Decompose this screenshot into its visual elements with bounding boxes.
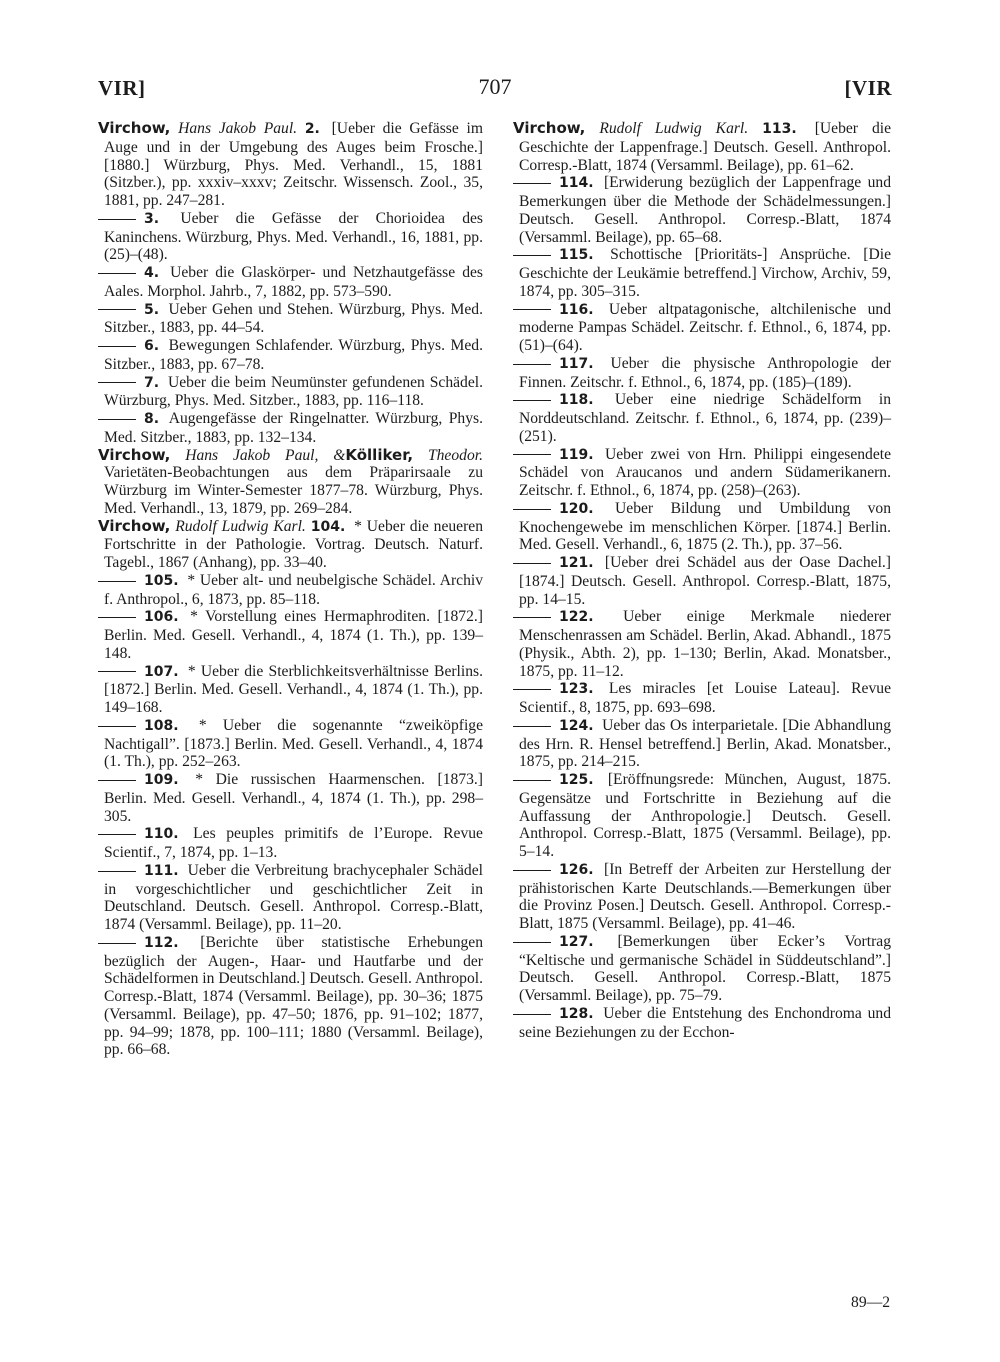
bibliography-entry: [98, 410, 483, 447]
bibliography-entry: [98, 825, 483, 862]
entry-number: 5.: [144, 301, 160, 318]
repeat-author-dash: [98, 273, 136, 274]
repeat-author-dash: [513, 1014, 551, 1015]
bibliography-entry: [98, 337, 483, 374]
bibliography-entry: [513, 120, 891, 174]
bibliography-entry: [513, 301, 891, 355]
entry-text: Ueber die Glaskörper- und Netzhautgefässe des Aales. Morphol. Jahrb., 7, 1882, pp. 573–590.: [104, 264, 483, 300]
repeat-author-dash: [98, 871, 136, 872]
author-surname: Virchow,: [513, 119, 586, 137]
entry-text: Ueber die Gefässe der Chorioidea des Kaninchens. Würzburg, Phys. Med. Verhandl., 16, 1881, pp. (25)–(48).: [104, 209, 483, 264]
entry-text: Varietäten-Beobachtungen aus dem Präparirsaale zu Würzburg im Winter-Semester 1877–78. Würzburg, Phys. Med. Verhandl., 13, 1879, pp. 269–284.: [104, 464, 483, 517]
entry-text: * Ueber alt- und neubelgische Schädel. Archiv f. Anthropol., 6, 1873, pp. 85–118.: [104, 571, 483, 608]
entry-number: 119.: [559, 446, 594, 463]
bibliography-entry: [513, 446, 891, 500]
bibliography-entry: [513, 355, 891, 392]
entry-text: * Ueber die sogenannte “zweiköpfige Nachtigall”. [1873.] Berlin. Med. Gesell. Verhandl., 4, 1874 (1. Th.), pp. 252–263.: [104, 716, 483, 771]
author-surname: Virchow,: [98, 516, 171, 535]
repeat-author-dash: [98, 617, 136, 618]
bibliography-entry: [98, 663, 483, 717]
repeat-author-dash: [98, 834, 136, 835]
repeat-author-dash: [513, 255, 551, 256]
entry-text: Ueber das Os interparietale. [Die Abhandlung des Hrn. R. Hensel betreffend.] Berlin, Akad. Monatsber., 1875, pp. 214–215.: [519, 716, 891, 771]
entry-text: Les miracles [et Louise Lateau]. Revue Scientif., 8, 1875, pp. 693–698.: [519, 680, 891, 716]
entry-number: 106.: [144, 609, 179, 626]
repeat-author-dash: [513, 309, 551, 310]
entry-number: 109.: [144, 772, 179, 788]
entry-number: 110.: [144, 826, 179, 843]
bibliography-entry: [513, 933, 891, 1005]
running-head-left: VIR]: [98, 76, 146, 100]
bibliography-entry: [98, 301, 483, 338]
entry-text: Ueber Bildung und Umbildung von Knochengewebe im menschlichen Körper. [1874.] Berlin. Med. Gesell. Verhandl., 6, 1875 (2. Th.), pp. 37–56.: [519, 499, 892, 554]
coauthor-given-names: Theodor.: [427, 446, 483, 464]
repeat-author-dash: [98, 346, 136, 347]
entry-text: [Eröffnungsrede: München, August, 1875. Gegensätze und Fortschritte in Beziehung auf die Auffassung der Anthropologie.] Deutsch. Gesell. Anthropol. Corresp.-Blatt, 1875 (Versamml. Beilage), pp. 5–14.: [519, 771, 891, 860]
author-given-names: Hans Jakob Paul.: [178, 120, 298, 137]
entry-number: 123.: [559, 681, 594, 698]
repeat-author-dash: [98, 780, 136, 781]
entry-number: 116.: [559, 301, 594, 318]
entry-number: 122.: [559, 609, 594, 626]
entry-number: 7.: [144, 374, 160, 391]
bibliography-entry: [98, 210, 483, 264]
repeat-author-dash: [513, 780, 551, 781]
author-surname: Virchow,: [98, 119, 171, 137]
entry-text: Augengefässe der Ringelnatter. Würzburg, Phys. Med. Sitzber., 1883, pp. 132–134.: [104, 410, 483, 446]
coauthor-surname: Kölliker,: [345, 445, 414, 464]
entry-text: Bewegungen Schlafender. Würzburg, Phys. Med. Sitzber., 1883, pp. 67–78.: [104, 337, 483, 373]
entry-text: Ueber einige Merkmale niederer Menschenrassen am Schädel. Berlin, Akad. Abhandl., 1875 (Physik., Abth. 2), pp. 1–130; Berlin, Akad. Monatsber., 1875, pp. 11–12.: [519, 608, 891, 680]
entry-number: 114.: [559, 175, 594, 192]
entry-text: [Berichte über statistische Erhebungen bezüglich der Augen-, Haar- und Hautfarbe und der Schädelformen in Deutschland.] Deutsch. Gesell. Anthropol. Corresp.-Blatt, 1874 (Versamml. Beilage), pp. 30–36; 1875 (Versamml. Beilage), pp. 47–50; 1876, pp. 91–102; 1877, pp. 94–99; 1878, pp. 100–111; 1880 (Versamml. Beilage), pp. 66–68.: [104, 933, 484, 1059]
entry-number: 128.: [559, 1005, 594, 1022]
bibliography-entry: [98, 934, 483, 1059]
signature-mark: 89—2: [851, 1294, 890, 1311]
bibliography-entry: [513, 500, 891, 554]
entry-text: Ueber die physische Anthropologie der Finnen. Zeitschr. f. Ethnol., 6, 1874, pp. (185)–(189).: [519, 354, 891, 391]
entry-number: 6.: [144, 338, 160, 354]
repeat-author-dash: [513, 563, 551, 564]
bibliography-entry: [98, 264, 483, 301]
entry-number: 3.: [144, 210, 160, 227]
repeat-author-dash: [98, 726, 136, 727]
bibliography-entry: [98, 120, 483, 210]
author-given-names: Rudolf Ludwig Karl.: [175, 517, 306, 535]
repeat-author-dash: [513, 942, 551, 943]
entry-text: Ueber die Verbreitung brachycephaler Schädel in vorgeschichtlicher und geschichtlicher Zeit in Deutschland. Deutsch. Gesell. Anthropol. Corresp.-Blatt, 1874 (Versamml. Beilage), pp. 11–20.: [104, 861, 483, 933]
entry-text: Ueber die beim Neumünster gefundenen Schädel. Würzburg, Phys. Med. Sitzber., 1883, pp. 116–118.: [104, 373, 483, 410]
entry-text: [Ueber die Geschichte der Lappenfrage.] Deutsch. Gesell. Anthropol. Corresp.-Blatt, 1874 (Versamml. Beilage), pp. 61–62.: [519, 120, 891, 174]
repeat-author-dash: [513, 726, 551, 727]
repeat-author-dash: [98, 943, 136, 944]
entry-text: Ueber Gehen und Stehen. Würzburg, Phys. Med. Sitzber., 1883, pp. 44–54.: [104, 300, 483, 337]
entry-number: 118.: [559, 392, 594, 409]
entry-text: [In Betreff der Arbeiten zur Herstellung der prähistorischen Karte Deutschlands.—Bemerkungen über die Provinz Posen.] Deutsch. Gesell. Anthropol. Corresp.-Blatt, 1875 (Versamml. Beilage), pp. 41–46.: [519, 860, 891, 932]
entry-number: 127.: [559, 933, 594, 950]
entry-text: Ueber zwei von Hrn. Philippi eingesendete Schädel von Araucanos und andern Südamerikanern. Zeitschr. f. Ethnol., 6, 1874, pp. (258)–(263).: [519, 445, 892, 499]
entry-number: 107.: [144, 663, 179, 680]
entry-number: 4.: [144, 265, 160, 281]
entry-number: 115.: [559, 247, 594, 264]
repeat-author-dash: [98, 581, 136, 582]
entry-text: Ueber die Entstehung des Enchondroma und seine Beziehungen zu der Ecchon-: [519, 1004, 891, 1041]
bibliography-entry: [513, 246, 891, 300]
entry-number: 112.: [144, 934, 179, 951]
entry-number: 117.: [559, 355, 594, 372]
bibliography-entry: [513, 1005, 891, 1042]
author-given-names: Rudolf Ludwig Karl.: [599, 120, 749, 137]
entry-text: * Vorstellung eines Hermaphroditen. [1872.] Berlin. Med. Gesell. Verhandl., 4, 1874 (1. Th.), pp. 139–148.: [104, 608, 483, 662]
left-column: [98, 120, 483, 1059]
repeat-author-dash: [513, 454, 551, 455]
entry-text: * Die russischen Haarmenschen. [1873.] Berlin. Med. Gesell. Verhandl., 4, 1874 (1. Th.), pp. 298–305.: [104, 771, 484, 825]
entry-number: 2.: [304, 121, 320, 137]
entry-text: [Erwiderung bezüglich der Lappenfrage und Bemerkungen über die Methode der Schädelmessungen.] Deutsch. Gesell. Anthropol. Corresp.-Blatt, 1874 (Versamml. Beilage), pp. 65–68.: [519, 174, 891, 246]
entry-number: 120.: [559, 500, 594, 517]
entry-number: 105.: [144, 572, 179, 589]
repeat-author-dash: [513, 870, 551, 871]
page-number: 707: [478, 74, 512, 99]
repeat-author-dash: [513, 400, 551, 401]
bibliography-entry: [98, 518, 483, 572]
bibliography-entry: [98, 608, 483, 662]
bibliography-entry: [513, 554, 891, 608]
author-surname: Virchow,: [98, 445, 171, 464]
bibliography-entry: [513, 861, 891, 933]
running-head-right: [VIR: [844, 76, 892, 100]
bibliography-entry: [513, 680, 891, 717]
entry-number: 108.: [144, 717, 179, 734]
bibliography-entry: [98, 447, 483, 518]
entry-text: [Ueber die Gefässe im Auge und in der Umgebung des Auges beim Frosche.] [1880.] Würzburg, Phys. Med. Verhandl., 15, 1881 (Sitzber.), pp. xxxiv–xxxv; Zeitschr. Wissensch. Zool., 35, 1881, pp. 247–281.: [104, 120, 483, 209]
entry-text: [Bemerkungen über Ecker’s Vortrag “Keltische und germanische Schädel in Süddeutschland”.] Deutsch. Gesell. Anthropol. Corresp.-Blatt, 1875 (Versamml. Beilage), pp. 75–79.: [519, 932, 891, 1004]
entry-number: 121.: [559, 555, 594, 571]
running-head: [98, 76, 892, 106]
repeat-author-dash: [98, 671, 136, 672]
bibliography-entry: [513, 771, 891, 861]
repeat-author-dash: [98, 309, 136, 310]
entry-number: 125.: [559, 772, 594, 788]
bibliography-entry: [98, 862, 483, 934]
entry-number: 8.: [144, 411, 160, 427]
entry-number: 126.: [559, 861, 594, 878]
repeat-author-dash: [513, 364, 551, 365]
right-column: [513, 120, 891, 1041]
entry-text: * Ueber die Sterblichkeitsverhältnisse Berlins. [1872.] Berlin. Med. Gesell. Verhandl., 4, 1874 (1. Th.), pp. 149–168.: [104, 662, 483, 716]
repeat-author-dash: [513, 183, 551, 184]
bibliography-entry: [513, 717, 891, 771]
entry-number: 111.: [144, 862, 179, 879]
bibliography-entry: [98, 572, 483, 609]
entry-text: * Ueber die neueren Fortschritte in der Pathologie. Vortrag. Deutsch. Naturf. Tagebl., 1867 (Anhang), pp. 33–40.: [104, 517, 484, 571]
entry-text: Schottische [Prioritäts-] Ansprüche. [Die Geschichte der Leukämie betreffend.] Virchow, Archiv, 59, 1874, pp. 305–315.: [519, 246, 891, 300]
bibliography-entry: [513, 391, 891, 445]
bibliography-entry: [513, 174, 891, 246]
repeat-author-dash: [513, 509, 551, 510]
bibliography-entry: [513, 608, 891, 680]
entry-text: Ueber altpatagonische, altchilenische und moderne Pampas Schädel. Zeitschr. f. Ethnol., 6, 1874, pp. (51)–(64).: [519, 300, 891, 354]
repeat-author-dash: [513, 689, 551, 690]
entry-number: 113.: [762, 121, 797, 137]
repeat-author-dash: [513, 617, 551, 618]
repeat-author-dash: [98, 219, 136, 220]
entry-number: 104.: [310, 518, 346, 535]
entry-text: Ueber eine niedrige Schädelform in Norddeutschland. Zeitschr. f. Ethnol., 6, 1874, pp. (239)–(251).: [519, 391, 891, 445]
bibliography-entry: [98, 771, 483, 825]
repeat-author-dash: [98, 382, 136, 383]
bibliography-entry: [98, 374, 483, 411]
entry-text: [Ueber drei Schädel aus der Oase Dachel.] [1874.] Deutsch. Gesell. Anthropol. Corresp.-Blatt, 1875, pp. 14–15.: [519, 554, 891, 608]
entry-text: Les peuples primitifs de l’Europe. Revue Scientif., 7, 1874, pp. 1–13.: [104, 825, 483, 861]
author-given-names: Hans Jakob Paul, &: [185, 446, 346, 464]
bibliography-entry: [98, 717, 483, 771]
entry-number: 124.: [559, 717, 594, 734]
repeat-author-dash: [98, 419, 136, 420]
